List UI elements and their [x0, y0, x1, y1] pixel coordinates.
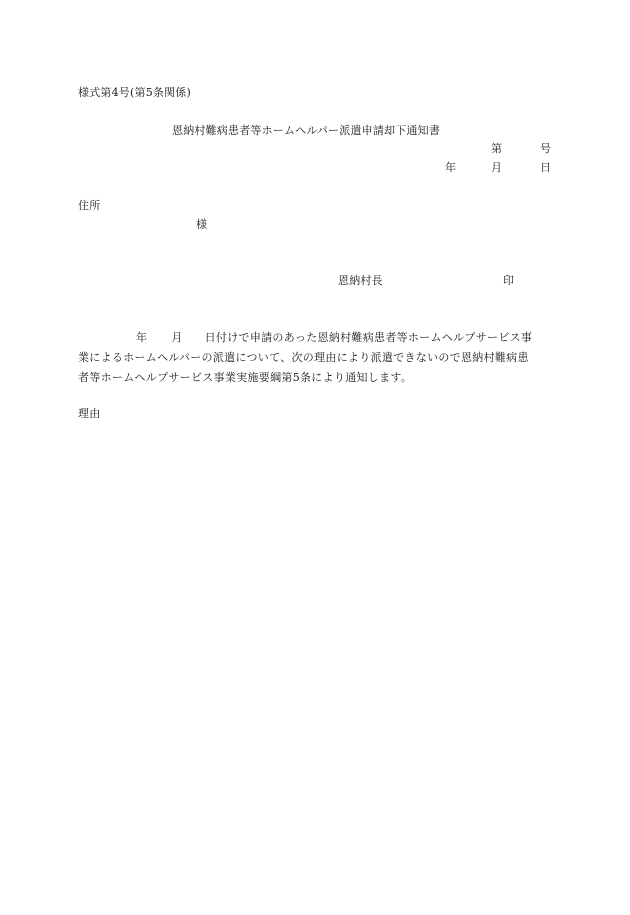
notice-body: [78, 328, 556, 388]
reason-label: 理由: [78, 407, 101, 420]
body-year: 年: [136, 331, 148, 344]
body-line-2: 業によるホームヘルパーの派遣について、次の理由により派遣できないので恩納村難病患: [78, 351, 529, 364]
issuer-name: 恩納村長: [338, 274, 383, 287]
doc-number-go: 号: [540, 142, 552, 155]
address-label: 住所: [78, 199, 101, 212]
body-month: 月: [171, 331, 183, 344]
body-line-3: 者等ホームヘルプサービス事業実施要綱第5条により通知します。: [78, 371, 413, 384]
recipient-honorific: 様: [196, 218, 208, 231]
form-label: 様式第4号(第5条関係): [78, 86, 191, 99]
seal-mark: 印: [503, 274, 515, 287]
body-line-1: [78, 328, 556, 348]
date-day: 日: [540, 161, 552, 174]
doc-number-dai: 第: [491, 142, 503, 155]
body-line-1-rest: 日付けで申請のあった恩納村難病患者等ホームヘルプサービス事: [204, 331, 533, 344]
date-year: 年: [445, 161, 457, 174]
date-month: 月: [491, 161, 503, 174]
document-title: 恩納村難病患者等ホームヘルパー派遣申請却下通知書: [172, 124, 441, 137]
